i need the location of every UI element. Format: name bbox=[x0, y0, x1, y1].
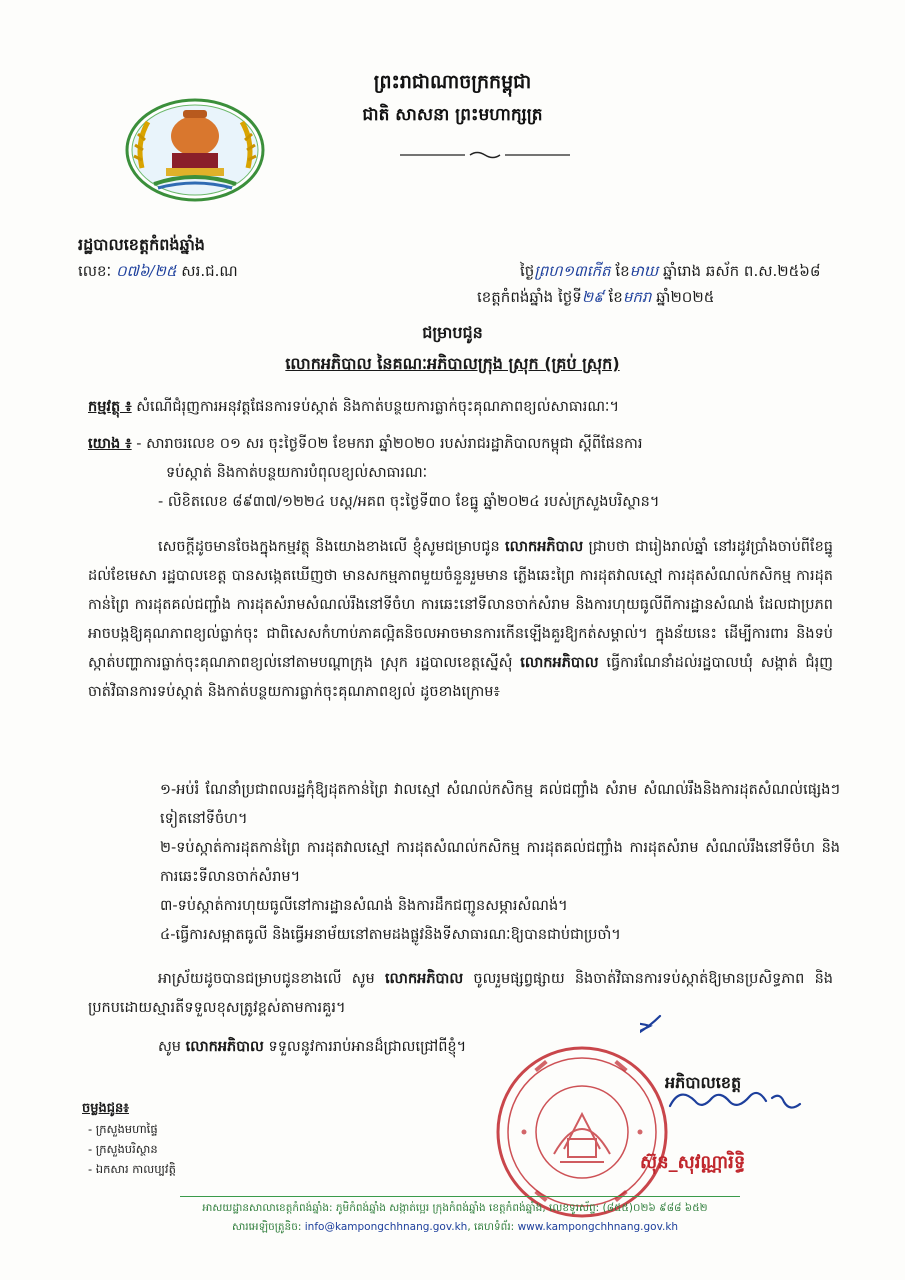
action-item-4: ៤-ធ្វើការសម្អាតធូលី និងធ្វើអនាម័យនៅតាមដងផ្លូវនិងទីសាធារណៈឱ្យបានជាប់ជាប្រចាំ។ bbox=[160, 927, 621, 943]
reference-item-1: - សារាចរលេខ ០១ សរ ចុះថ្ងៃទី០២ ខែមករា ឆ្នាំ២០២០ របស់រាជរដ្ឋាភិបាលកម្ពុជា ស្តីពីផែនការ bbox=[136, 436, 643, 452]
para3-after: ទទួលនូវការរាប់អានដ៏ជ្រាលជ្រៅពីខ្ញុំ។ bbox=[268, 1039, 467, 1055]
action-item-3: ៣-ទប់ស្កាត់ការហុយធូលីនៅការដ្ឋានសំណង់ និងការដឹកជញ្ជូនសម្ភារសំណង់។ bbox=[160, 898, 568, 914]
action-item-1: ១-អប់រំ ណែនាំប្រជាពលរដ្ឋកុំឱ្យដុតកាន់ព្រៃ វាលស្មៅ សំណល់កសិកម្ម គល់ជញ្ជាំង សំរាម សំណល់រឹងនិងការដុតសំណល់ផ្សេងៗទៀតនៅទីចំហ។ bbox=[160, 782, 840, 827]
signer-name: ស៊ុន_សុវណ្ណារិទ្ធិ bbox=[640, 1152, 746, 1173]
solar-day-handwritten: ២៩ bbox=[581, 288, 604, 306]
lunar-month-handwritten: មាឃ bbox=[629, 262, 659, 280]
solar-prefix: ខេត្តកំពង់ឆ្នាំង ថ្ងៃទី bbox=[477, 288, 582, 306]
subject-label: កម្មវត្ថុ ៖ bbox=[88, 399, 132, 415]
recipient-title: ជម្រាបជូន bbox=[422, 323, 483, 342]
footer-divider bbox=[180, 1196, 740, 1197]
para2-before: អាស្រ័យដូចបានជម្រាបជូនខាងលើ សូម bbox=[158, 971, 375, 987]
website-link[interactable]: www.kampongchhnang.gov.kh bbox=[517, 1221, 679, 1233]
body-paragraph-1 bbox=[88, 533, 833, 707]
issuing-authority: រដ្ឋបាលខេត្តកំពង់ឆ្នាំង bbox=[78, 235, 205, 254]
kingdom-heading: ព្រះរាជាណាចក្រកម្ពុជា bbox=[373, 71, 532, 93]
para1-after: ជ្រាបថា ជារៀងរាល់ឆ្នាំ នៅរដូវប្រាំងចាប់ពីខែធ្នូ ដល់ខែមេសា រដ្ឋបាលខេត្ត បានសង្កេតឃើញថា មានសកម្មភាពមួយចំនួនរួមមាន ភ្លើងឆេះព្រៃ ការដុតវាលស្មៅ ការដុតសំណល់កសិកម្ម ការដុតកាន់ព្រៃ ការដុតគល់ជញ្ជាំង ការដុតសំរាមសំណល់រឹងនៅទីចំហ ការឆេះនៅទីលានចាក់សំរាម និងការហុយធូលីពីការដ្ឋានសំណង់ ដែលជាប្រភពអាចបង្កឱ្យគុណភាពខ្យល់ធ្លាក់ចុះ ជាពិសេសកំហាប់ភាគល្អិតនិចលអាចមានការកើនឡើងគួរឱ្យកត់សម្គាល់។ ក្នុងន័យនេះ ដើម្បីការពារ និងទប់ស្កាត់បញ្ហាការធ្លាក់ចុះគុណភាពខ្យល់នៅតាមបណ្តាក្រុង ស្រុក រដ្ឋបាលខេត្តស្នើសុំ bbox=[88, 539, 834, 671]
reference-number bbox=[78, 262, 238, 284]
para2-after: ចូលរួមផ្សព្វផ្សាយ និងចាត់វិធានការទប់ស្កាត់ឱ្យមានប្រសិទ្ធភាព និងប្រកបដោយស្មារតីទទួលខុសត្រូវខ្ពស់តាមការគួរ។ bbox=[88, 971, 833, 1016]
para1-before: សេចក្តីដូចមានចែងក្នុងកម្មវត្ថុ និងយោងខាងលើ ខ្ញុំសូមជម្រាបជូន bbox=[158, 539, 500, 555]
lunar-day-handwritten: ព្រហ១៣កើត bbox=[534, 262, 611, 280]
cc-item: - ឯកសារ កាលប្បវត្តិ bbox=[88, 1162, 176, 1176]
reference-item-2: - លិខិតលេខ ៨៩៣៧/១២២៤ បស្ត/អគព ចុះថ្ងៃទី៣០ ខែធ្នូ ឆ្នាំ២០២៤ របស់ក្រសួងបរិស្ថាន។ bbox=[158, 494, 660, 510]
cc-item: - ក្រសួងមហាផ្ទៃ bbox=[88, 1122, 158, 1136]
subject-text: សំណើជំរុញការអនុវត្តផែនការទប់ស្កាត់ និងកាត់បន្ថយការធ្លាក់ចុះគុណភាពខ្យល់សាធារណៈ។ bbox=[136, 399, 620, 415]
para3-before: សូម bbox=[158, 1039, 182, 1055]
email-link[interactable]: info@kampongchhnang.gov.kh bbox=[304, 1221, 468, 1233]
solar-month-label: ខែ bbox=[608, 288, 623, 306]
para1-bold: លោកអភិបាល bbox=[504, 539, 584, 555]
cc-item: - ក្រសួងបរិស្ថាន bbox=[88, 1142, 158, 1156]
signer-title: អភិបាលខេត្ត bbox=[665, 1073, 742, 1092]
action-list bbox=[160, 776, 840, 950]
email-label: សារអេឡិចត្រូនិច: bbox=[231, 1221, 302, 1233]
lunar-date bbox=[520, 262, 820, 284]
reference-block bbox=[88, 430, 833, 517]
province-logo-icon bbox=[124, 98, 266, 202]
national-motto: ជាតិ សាសនា ព្រះមហាក្សត្រ bbox=[362, 105, 543, 125]
solar-year: ឆ្នាំ២០២៥ bbox=[656, 288, 715, 306]
reference-label: យោង ៖ bbox=[88, 436, 132, 452]
lunar-prefix: ថ្ងៃ bbox=[520, 262, 535, 280]
footer-contacts: សារអេឡិចត្រូនិច: info@kampongchhnang.gov.kh, គេហទំព័រ: www.kampongchhnang.gov.kh bbox=[231, 1221, 679, 1233]
cc-title: ចម្លងជូន៖ bbox=[82, 1101, 129, 1116]
recipient-name bbox=[0, 353, 905, 377]
ornament-divider bbox=[400, 151, 570, 159]
solar-month-handwritten: មករា bbox=[622, 288, 652, 306]
solar-date bbox=[477, 288, 714, 310]
website-label: គេហទំព័រ: bbox=[474, 1221, 515, 1233]
para2-bold: លោកអភិបាល bbox=[384, 971, 464, 987]
footer-address: អាសយដ្ឋានសាលាខេត្តកំពង់ឆ្នាំង: ភូមិកំពង់ឆ្នាំង សង្កាត់ប្អេរ ក្រុងកំពង់ឆ្នាំង ខេត្តកំពង់ឆ្នាំង, លេខទូរស័ព្ទ: (៨៥៥)០២៦ ៩៨៨ ៦៥២ bbox=[202, 1202, 708, 1214]
reference-item-1-cont: ទប់ស្កាត់ និងកាត់បន្ថយការបំពុលខ្យល់សាធារណៈ bbox=[166, 465, 428, 481]
action-item-2: ២-ទប់ស្កាត់ការដុតកាន់ព្រៃ ការដុតវាលស្មៅ ការដុតសំណល់កសិកម្ម ការដុតគល់ជញ្ជាំង ការដុតសំរាម សំណល់រឹងនៅទីចំហ និងការឆេះទីលានចាក់សំរាម។ bbox=[160, 840, 840, 885]
subject-line bbox=[88, 396, 833, 418]
lunar-year: ឆ្នាំរោង ឆស័ក ព.ស.២៥៦៨ bbox=[662, 262, 821, 280]
para3-bold: លោកអភិបាល bbox=[185, 1039, 264, 1055]
para1-end: ធ្វើការណែនាំដល់រដ្ឋបាលឃុំ សង្កាត់ ជំរុញចាត់វិធានការទប់ស្កាត់ និងកាត់បន្ថយការធ្លាក់ចុះគុណភាពខ្យល់ ដូចខាងក្រោម៖ bbox=[88, 655, 833, 700]
ref-label: លេខៈ bbox=[78, 262, 112, 280]
para1-bold2: លោកអភិបាល bbox=[520, 655, 599, 671]
lunar-month-label: ខែ bbox=[615, 262, 630, 280]
ref-suffix: សរ.ជ.ណ bbox=[181, 262, 238, 280]
ref-number-handwritten: ០៧៦/២៥ bbox=[115, 262, 177, 280]
recipient-name-text: លោកអភិបាល នៃគណៈអភិបាលក្រុង ស្រុក (គ្រប់ ស្រុក) bbox=[285, 354, 620, 373]
